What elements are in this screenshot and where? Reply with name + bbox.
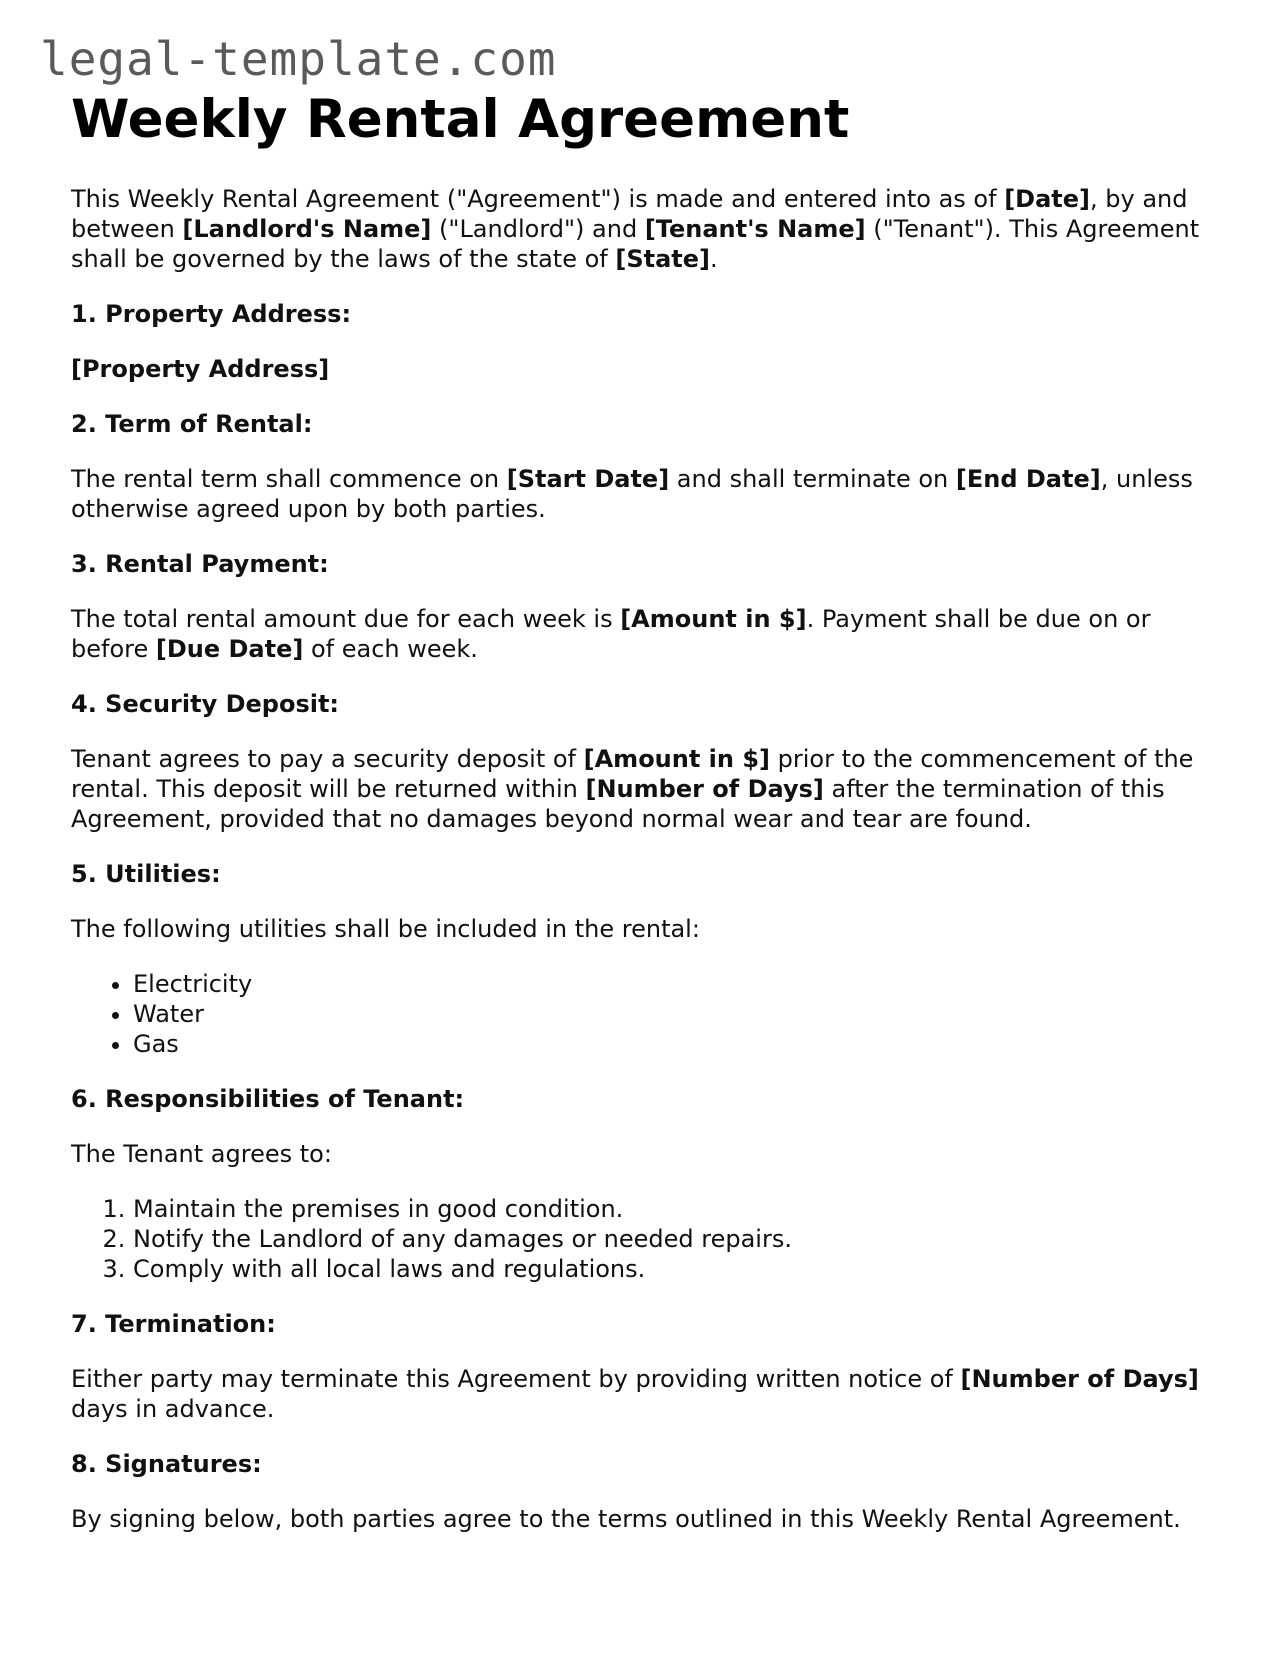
property-address-placeholder: [Property Address] <box>71 355 330 383</box>
tenant-name-placeholder: [Tenant's Name] <box>644 215 866 243</box>
deposit-text-3: after the termination of this Agreement, provided that no damages beyond normal wear and tear are found. <box>71 775 1165 833</box>
section-heading-utilities: 5. Utilities: <box>71 860 221 888</box>
start-date-placeholder: [Start Date] <box>506 465 670 493</box>
payment-paragraph <box>71 604 1221 664</box>
term-text-1: The rental term shall commence on <box>71 465 507 493</box>
section-heading-termination: 7. Termination: <box>71 1310 276 1338</box>
notice-days-placeholder: [Number of Days] <box>960 1365 1199 1393</box>
intro-paragraph <box>71 184 1221 274</box>
termination-paragraph <box>71 1364 1221 1424</box>
date-placeholder: [Date] <box>1004 185 1090 213</box>
section-heading-property-address: 1. Property Address: <box>71 300 352 328</box>
utilities-list <box>71 969 1221 1059</box>
payment-text-2: . Payment shall be due on or before <box>71 605 1151 663</box>
list-item: 3. Comply with all local laws and regulations. <box>133 1254 1221 1284</box>
termination-text-1: Either party may terminate this Agreement by providing written notice of <box>71 1365 961 1393</box>
document-title: Weekly Rental Agreement <box>71 89 850 150</box>
list-item: • Gas <box>133 1029 1221 1059</box>
list-item: • Electricity <box>133 969 1221 999</box>
state-placeholder: [State] <box>615 245 711 273</box>
section-heading-security-deposit: 4. Security Deposit: <box>71 690 340 718</box>
list-item: 2. Notify the Landlord of any damages or needed repairs. <box>133 1224 1221 1254</box>
term-paragraph <box>71 464 1221 524</box>
term-text-3: , unless otherwise agreed upon by both parties. <box>71 465 1193 523</box>
deposit-amount-placeholder: [Amount in $] <box>583 745 771 773</box>
list-item: 1. Maintain the premises in good condition. <box>133 1194 1221 1224</box>
payment-text-3: of each week. <box>303 635 478 663</box>
responsibilities-paragraph: The Tenant agrees to: <box>71 1140 332 1168</box>
payment-text-1: The total rental amount due for each week is <box>71 605 621 633</box>
termination-text-2: days in advance. <box>71 1395 275 1423</box>
deposit-paragraph <box>71 744 1221 834</box>
signatures-paragraph: By signing below, both parties agree to the terms outlined in this Weekly Rental Agreement. <box>71 1505 1181 1533</box>
landlord-name-placeholder: [Landlord's Name] <box>182 215 432 243</box>
term-text-2: and shall terminate on <box>669 465 956 493</box>
intro-text-1: This Weekly Rental Agreement ("Agreement") is made and entered into as of <box>71 185 1005 213</box>
deposit-text-2: prior to the commencement of the rental. This deposit will be returned within <box>71 745 1194 803</box>
responsibilities-list <box>71 1194 1221 1284</box>
rent-amount-placeholder: [Amount in $] <box>620 605 807 633</box>
watermark-text: legal-template.com <box>40 32 557 86</box>
deposit-text-1: Tenant agrees to pay a security deposit of <box>71 745 584 773</box>
intro-text-2: , by and between <box>71 185 1188 243</box>
due-date-placeholder: [Due Date] <box>155 635 304 663</box>
deposit-days-placeholder: [Number of Days] <box>585 775 824 803</box>
intro-text-5: . <box>710 245 718 273</box>
utilities-paragraph: The following utilities shall be included in the rental: <box>71 915 700 943</box>
section-heading-responsibilities: 6. Responsibilities of Tenant: <box>71 1085 465 1113</box>
intro-text-3: ("Landlord") and <box>431 215 645 243</box>
list-item: • Water <box>133 999 1221 1029</box>
section-heading-signatures: 8. Signatures: <box>71 1450 262 1478</box>
document <box>71 88 1221 1534</box>
section-heading-rental-payment: 3. Rental Payment: <box>71 550 329 578</box>
intro-text-4: ("Tenant"). This Agreement shall be governed by the laws of the state of <box>71 215 1200 273</box>
section-heading-term-of-rental: 2. Term of Rental: <box>71 410 313 438</box>
end-date-placeholder: [End Date] <box>955 465 1101 493</box>
